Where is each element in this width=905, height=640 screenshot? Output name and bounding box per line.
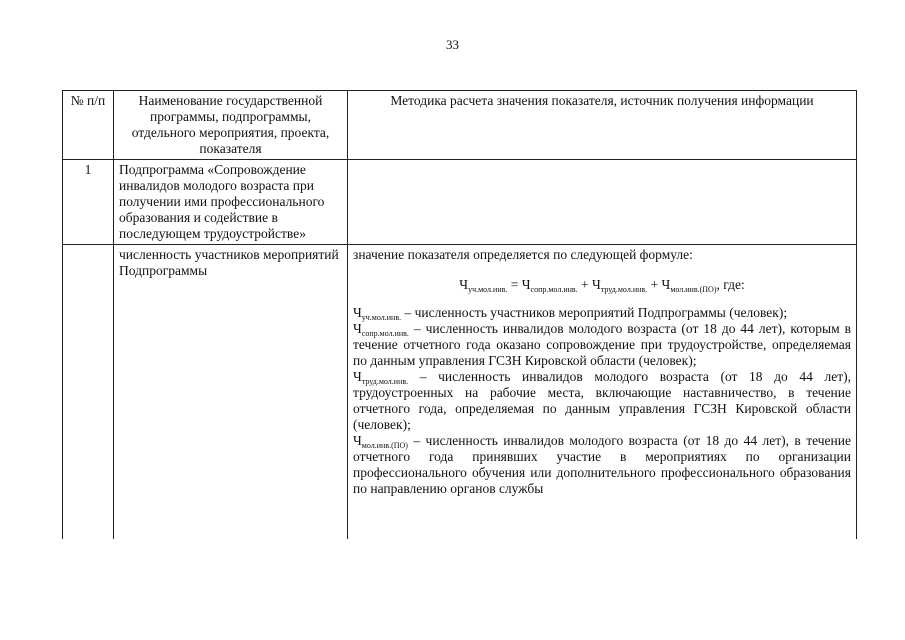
formula-symbol: Ч	[521, 277, 531, 292]
formula-subscript: сопр.мол.инв.	[530, 285, 578, 294]
definition-text: – численность инвалидов молодого возраста (от 18 до 44 лет), в течение отчетного года принявших участие в мероприятиях по организации профессионального обучения или дополнительного профессионального образования по направлению органов службы	[353, 433, 851, 496]
page-number: 33	[446, 37, 459, 52]
formula-subscript: труд.мол.инв.	[600, 285, 648, 294]
definition-subscript: труд.мол.инв.	[361, 377, 409, 386]
formula-subscript: уч.мол.инв.	[468, 285, 508, 294]
row2-method	[348, 245, 857, 540]
formula-operator: +	[577, 277, 593, 292]
definition-symbol: Ч	[353, 369, 362, 384]
definition-item	[353, 321, 851, 369]
definition-text: – численность инвалидов молодого возраста (от 18 до 44 лет), которым в течение отчетного года оказано сопровождение при трудоустройстве, определяемая по данным управления ГСЗН Кировской области (человек);	[353, 321, 851, 368]
header-name: Наименование государственной программы, подпрограммы, отдельного мероприятия, проекта, показателя	[114, 91, 348, 160]
row1-name: Подпрограмма «Сопровождение инвалидов молодого возраста при получении ими профессионального образования и содействие в последующем трудоустройстве»	[114, 160, 348, 245]
definition-item	[353, 369, 851, 433]
formula-subscript: мол.инв.(ПО)	[670, 285, 717, 294]
row1-method	[348, 160, 857, 245]
method-intro: значение показателя определяется по следующей формуле:	[353, 247, 693, 262]
formula-tail: , где:	[716, 277, 745, 292]
table-row	[63, 160, 857, 245]
formula-operator: =	[507, 277, 522, 292]
row2-name: численность участников мероприятий Подпрограммы	[114, 245, 348, 540]
definition-item	[353, 433, 851, 497]
definition-symbol: Ч	[353, 321, 362, 336]
formula	[353, 277, 851, 293]
row1-number: 1	[63, 160, 114, 245]
definition-text: – численность участников мероприятий Подпрограммы (человек);	[401, 305, 788, 320]
definition-text: – численность инвалидов молодого возраста (от 18 до 44 лет), трудоустроенных на рабочие места, включающие наставничество, в течение отчетного года, определяемая по данным управления ГСЗН Кировской области (человек);	[353, 369, 851, 432]
definition-item	[353, 305, 851, 321]
indicator-methodology-table	[62, 90, 857, 539]
table-row	[63, 245, 857, 540]
definition-subscript: уч.мол.инв.	[361, 313, 402, 322]
formula-symbol: Ч	[661, 277, 671, 292]
formula-symbol: Ч	[459, 277, 469, 292]
definition-symbol: Ч	[353, 433, 362, 448]
formula-symbol: Ч	[592, 277, 601, 292]
definition-subscript: мол.инв.(ПО)	[361, 441, 408, 450]
formula-operator: +	[647, 277, 662, 292]
header-number: № п/п	[63, 91, 114, 160]
header-method: Методика расчета значения показателя, источник получения информации	[348, 91, 857, 160]
definition-symbol: Ч	[353, 305, 362, 320]
definition-subscript: сопр.мол.инв.	[361, 329, 409, 338]
row2-number	[63, 245, 114, 540]
table-header-row	[63, 91, 857, 160]
